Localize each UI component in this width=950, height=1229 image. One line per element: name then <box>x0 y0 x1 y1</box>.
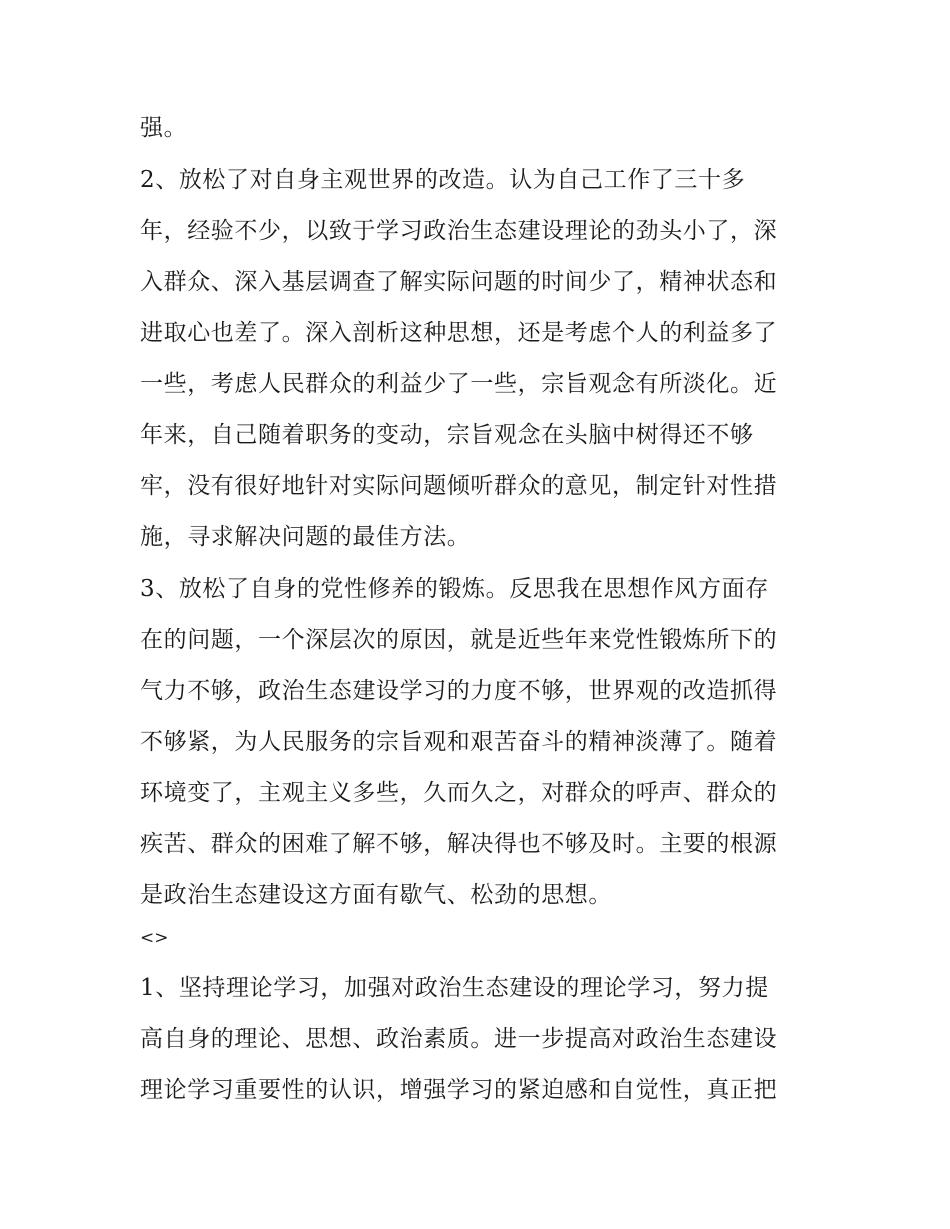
text-line: 牢，没有很好地针对实际问题倾听群众的意见，制定针对性措 <box>140 473 778 499</box>
text-line: 入群众、深入基层调查了解实际问题的时间少了，精神状态和 <box>140 269 778 295</box>
text-line: 高自身的理论、思想、政治素质。进一步提高对政治生态建设 <box>140 1026 778 1052</box>
text-line: 不够紧，为人民服务的宗旨观和艰苦奋斗的精神淡薄了。随着 <box>140 729 778 755</box>
text-line: 3、放松了自身的党性修养的锻炼。反思我在思想作风方面存 <box>140 576 769 602</box>
text-line: 理论学习重要性的认识，增强学习的紧迫感和自觉性，真正把 <box>140 1077 778 1103</box>
text-line: 一些，考虑人民群众的利益少了一些，宗旨观念有所淡化。近 <box>140 371 778 397</box>
text-line: 2、放松了对自身主观世界的改造。认为自己工作了三十多 <box>140 167 746 193</box>
text-line: 气力不够，政治生态建设学习的力度不够，世界观的改造抓得 <box>140 678 778 704</box>
text-line: 施，寻求解决问题的最佳方法。 <box>140 524 471 550</box>
text-line: 是政治生态建设这方面有歇气、松劲的思想。 <box>140 882 612 908</box>
text-line: 1、坚持理论学习，加强对政治生态建设的理论学习，努力提 <box>140 975 769 1001</box>
section-marker: <> <box>140 928 169 948</box>
text-line: 进取心也差了。深入剖析这种思想，还是考虑个人的利益多了 <box>140 320 778 346</box>
text-line: 强。 <box>140 115 188 141</box>
text-line: 疾苦、群众的困难了解不够，解决得也不够及时。主要的根源 <box>140 831 778 857</box>
text-line: 年来，自己随着职务的变动，宗旨观念在头脑中树得还不够 <box>140 422 754 448</box>
text-line: 年，经验不少，以致于学习政治生态建设理论的劲头小了，深 <box>140 218 778 244</box>
text-line: 环境变了，主观主义多些，久而久之，对群众的呼声、群众的 <box>140 780 778 806</box>
text-line: 在的问题，一个深层次的原因，就是近些年来党性锻炼所下的 <box>140 627 778 653</box>
